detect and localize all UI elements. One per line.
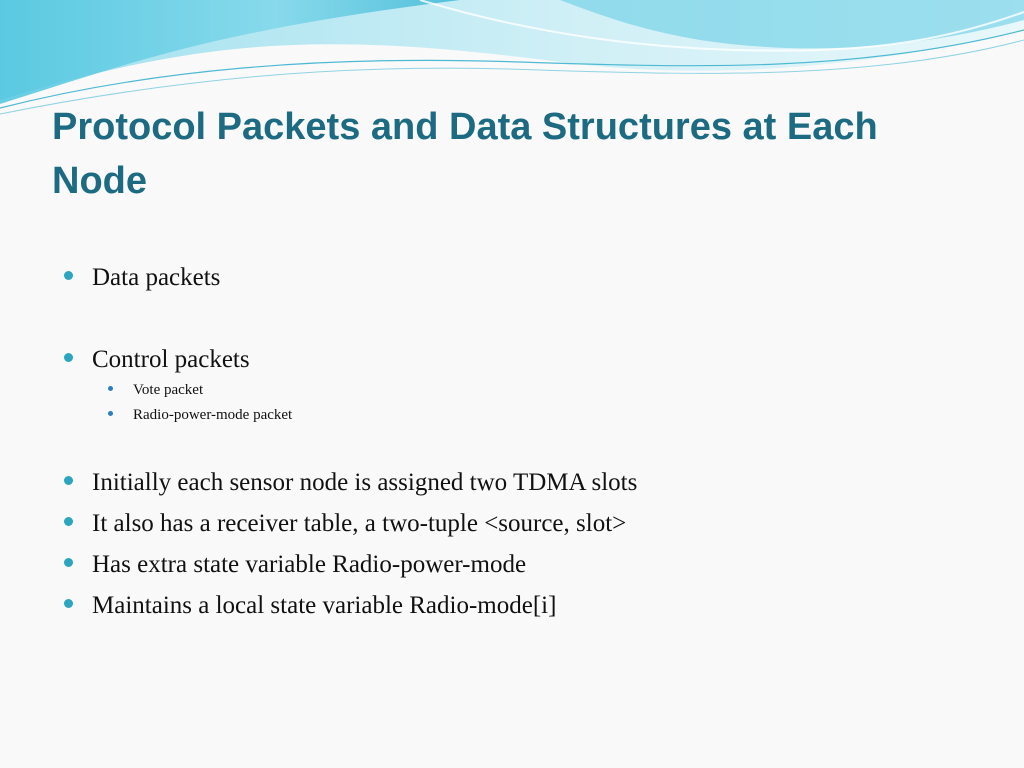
sub-list-item-text: Vote packet <box>133 382 204 398</box>
list-item-text: Maintains a local state variable Radio-mode[i] <box>92 592 557 619</box>
sub-list-item <box>106 407 292 424</box>
list-item-text: Initially each sensor node is assigned two TDMA slots <box>92 469 638 496</box>
list-item <box>62 592 556 620</box>
list-item <box>62 469 637 497</box>
list-item-text: Control packets <box>92 346 250 373</box>
list-item-text: Data packets <box>92 264 221 291</box>
list-item <box>62 264 220 292</box>
list-item <box>62 346 250 374</box>
list-item-text: It also has a receiver table, a two-tuple <source, slot> <box>92 510 627 537</box>
sub-list-item-text: Radio-power-mode packet <box>133 407 293 423</box>
slide-title: Protocol Packets and Data Structures at Each Node <box>52 106 878 202</box>
list-item <box>62 510 626 538</box>
list-item <box>62 551 526 579</box>
list-item-text: Has extra state variable Radio-power-mode <box>92 551 527 578</box>
sub-list-item <box>106 382 203 399</box>
